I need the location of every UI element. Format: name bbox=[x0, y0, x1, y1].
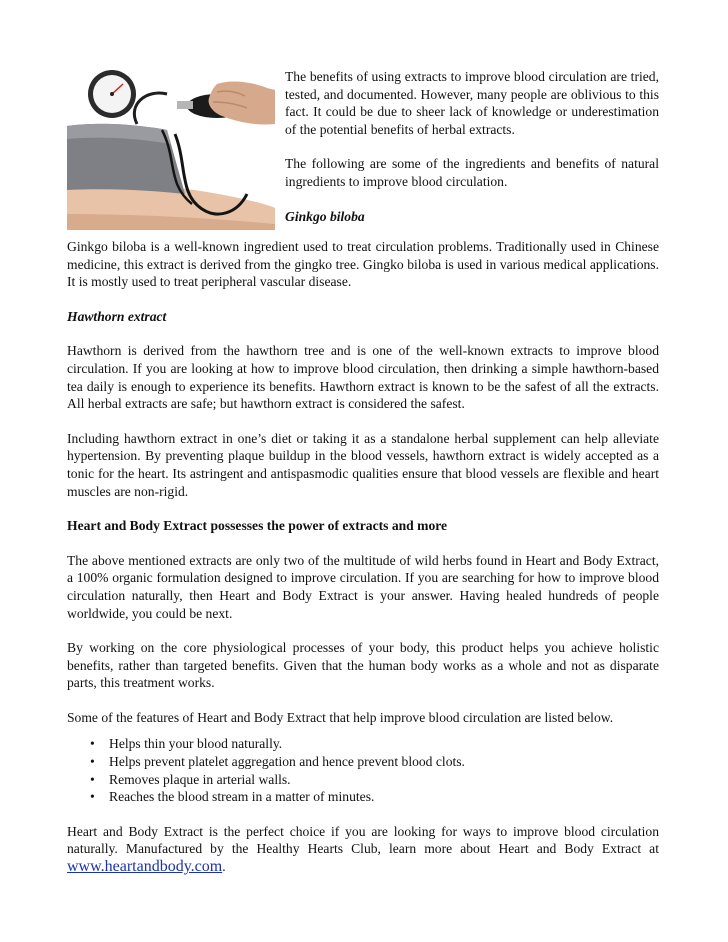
blood-pressure-measurement-photo bbox=[67, 64, 275, 230]
list-item bbox=[90, 788, 659, 806]
closing-paragraph bbox=[67, 823, 659, 876]
hawthorn-paragraph-1: Hawthorn is derived from the hawthorn tree and is one of the well-known extracts to improve blood circulation. If you are looking at how to improve blood circulation, then drinking a simple hawthorn-based tea daily is enough to experience its benefits. Hawthorn extract is known to be the safest of all the extracts. All herbal extracts are safe; but hawthorn extract is considered the safest. bbox=[67, 343, 659, 412]
bullet-icon: • bbox=[90, 789, 95, 805]
heading-heart-and-body: Heart and Body Extract possesses the power of extracts and more bbox=[67, 518, 448, 534]
intro-paragraph-1: The benefits of using extracts to improve blood circulation are tried, tested, and documented. However, many people are oblivious to this fact. It could be due to sheer lack of knowledge or underestimation of the potential benefits of herbal extracts. bbox=[285, 69, 659, 137]
heartandbody-link[interactable]: www.heartandbody.com bbox=[67, 858, 223, 876]
blood-pressure-photo-illustration bbox=[67, 64, 275, 230]
heart-body-paragraph-1: The above mentioned extracts are only two of the multitude of wild herbs found in Heart and Body Extract, a 100% organic formulation designed to improve circulation. If you are searching for how to improve blood circulation naturally, then Heart and Body Extract is your answer. Having healed hundreds of people worldwide, you could be next. bbox=[67, 552, 659, 621]
list-item-text: Helps thin your blood naturally. bbox=[109, 736, 283, 752]
features-list bbox=[67, 735, 659, 805]
intro-paragraph-2: The following are some of the ingredients and benefits of natural ingredients to improve blood circulation. bbox=[285, 156, 659, 189]
closing-period: . bbox=[222, 859, 226, 875]
list-item bbox=[90, 735, 659, 753]
list-item-text: Helps prevent platelet aggregation and hence prevent blood clots. bbox=[109, 754, 465, 770]
list-item-text: Removes plaque in arterial walls. bbox=[109, 771, 291, 787]
heading-hawthorn-extract: Hawthorn extract bbox=[67, 308, 167, 324]
list-item-text: Reaches the blood stream in a matter of minutes. bbox=[109, 789, 375, 805]
heart-body-paragraph-3: Some of the features of Heart and Body Extract that help improve blood circulation are listed below. bbox=[67, 709, 614, 725]
document-page bbox=[67, 64, 659, 893]
bullet-icon: • bbox=[90, 754, 95, 770]
list-item bbox=[90, 753, 659, 771]
list-item bbox=[90, 771, 659, 789]
heart-body-paragraph-2: By working on the core physiological processes of your body, this product helps you achieve holistic benefits, rather than targeted benefits. Given that the human body works as a whole and not as disparate parts, this treatment works. bbox=[67, 640, 659, 691]
bullet-icon: • bbox=[90, 736, 95, 752]
hawthorn-paragraph-2: Including hawthorn extract in one’s diet or taking it as a standalone herbal supplement can help alleviate hypertension. By preventing plaque buildup in the blood vessels, hawthorn extract is widely accepted as a tonic for the heart. Its astringent and antispasmodic qualities ensure that blood vessels are flexible and heart muscles are non-rigid. bbox=[67, 430, 659, 499]
intro-text-column bbox=[285, 68, 659, 225]
ginkgo-paragraph: Ginkgo biloba is a well-known ingredient used to treat circulation problems. Traditionally used in Chinese medicine, this extract is derived from the gingko tree. Gingko biloba is used in various medical applications. It is mostly used to treat peripheral vascular disease. bbox=[67, 239, 659, 290]
heading-ginkgo-biloba: Ginkgo biloba bbox=[285, 208, 365, 224]
closing-text: Heart and Body Extract is the perfect choice if you are looking for ways to improve blood circulation naturally. Manufactured by the Healthy Hearts Club, learn more about Heart and Body Extract at bbox=[67, 823, 659, 857]
bullet-icon: • bbox=[90, 771, 95, 787]
intro-section bbox=[67, 64, 659, 238]
